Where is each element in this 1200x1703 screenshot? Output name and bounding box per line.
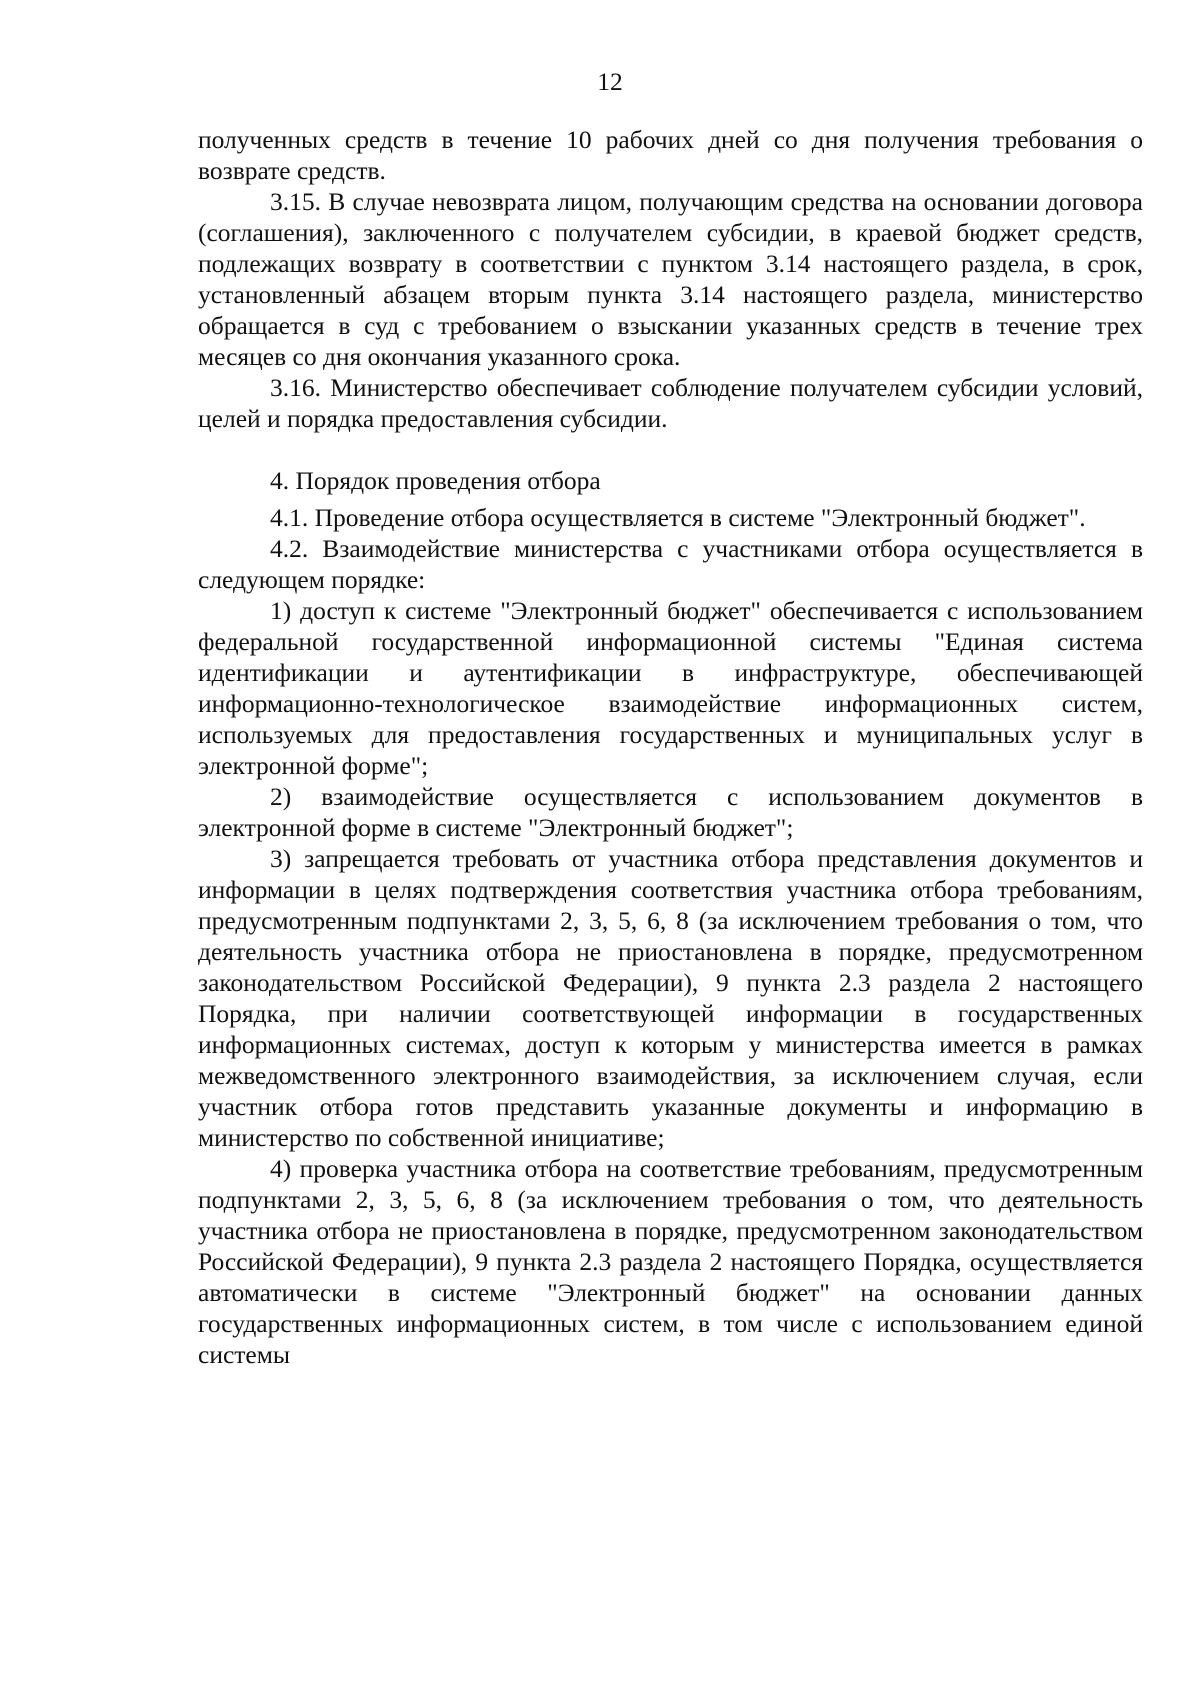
paragraph-4-2-item-3: 3) запрещается требовать от участника отбора представления документов и информации в целях подтверждения соответствия участника отбора требованиям, предусмотренным подпунктами 2, 3, 5, 6, 8 (за исключением требования о том, что деятельность участника отбора не приостановлена в порядке, предусмотренном законодательством Российской Федерации), 9 пункта 2.3 раздела 2 настоящего Порядка, при наличии соответствующей информации в государственных информационных системах, доступ к которым у министерства имеется в рамках межведомственного электронного взаимодействия, за исключением случая, если участник отбора готов представить указанные документы и информацию в министерство по собственной инициативе;: [198, 844, 1143, 1152]
paragraph-4-2-item-4: 4) проверка участника отбора на соответствие требованиям, предусмотренным подпунктами 2, 3, 5, 6, 8 (за исключением требования о том, что деятельность участника отбора не приостановлена в порядке, предусмотренном законодательством Российской Федерации), 9 пункта 2.3 раздела 2 настоящего Порядка, осуществляется автоматически в системе "Электронный бюджет" на основании данных государственных информационных систем, в том числе с использованием единой системы: [198, 1154, 1143, 1369]
section-heading-4: 4. Порядок проведения отбора: [270, 466, 601, 495]
paragraph-4-2-item-2: 2) взаимодействие осуществляется с использованием документов в электронной форме в системе "Электронный бюджет";: [198, 782, 1143, 842]
paragraph-4-1: 4.1. Проведение отбора осуществляется в системе "Электронный бюджет".: [270, 503, 1086, 532]
page-number: 12: [597, 67, 623, 96]
paragraph-3-15: 3.15. В случае невозврата лицом, получающим средства на основании договора (соглашения), заключенного с получателем субсидии, в краевой бюджет средств, подлежащих возврату в соответствии с пунктом 3.14 настоящего раздела, в срок, установленный абзацем вторым пункта 3.14 настоящего раздела, министерство обращается в суд с требованием о взыскании указанных средств в течение трех месяцев со дня окончания указанного срока.: [198, 187, 1143, 371]
document-body: [198, 124, 1143, 1370]
paragraph-4-2-item-1: 1) доступ к системе "Электронный бюджет" обеспечивается с использованием федеральной государственной информационной системы "Единая система идентификации и аутентификации в инфраструктуре, обеспечивающей информационно-технологическое взаимодействие информационных систем, используемых для предоставления государственных и муниципальных услуг в электронной форме";: [198, 596, 1143, 780]
paragraph-4-2: 4.2. Взаимодействие министерства с участниками отбора осуществляется в следующем порядке:: [198, 534, 1143, 594]
paragraph-continuation: полученных средств в течение 10 рабочих дней со дня получения требования о возврате средств.: [198, 125, 1143, 185]
paragraph-3-16: 3.16. Министерство обеспечивает соблюдение получателем субсидии условий, целей и порядка предоставления субсидии.: [198, 373, 1143, 433]
